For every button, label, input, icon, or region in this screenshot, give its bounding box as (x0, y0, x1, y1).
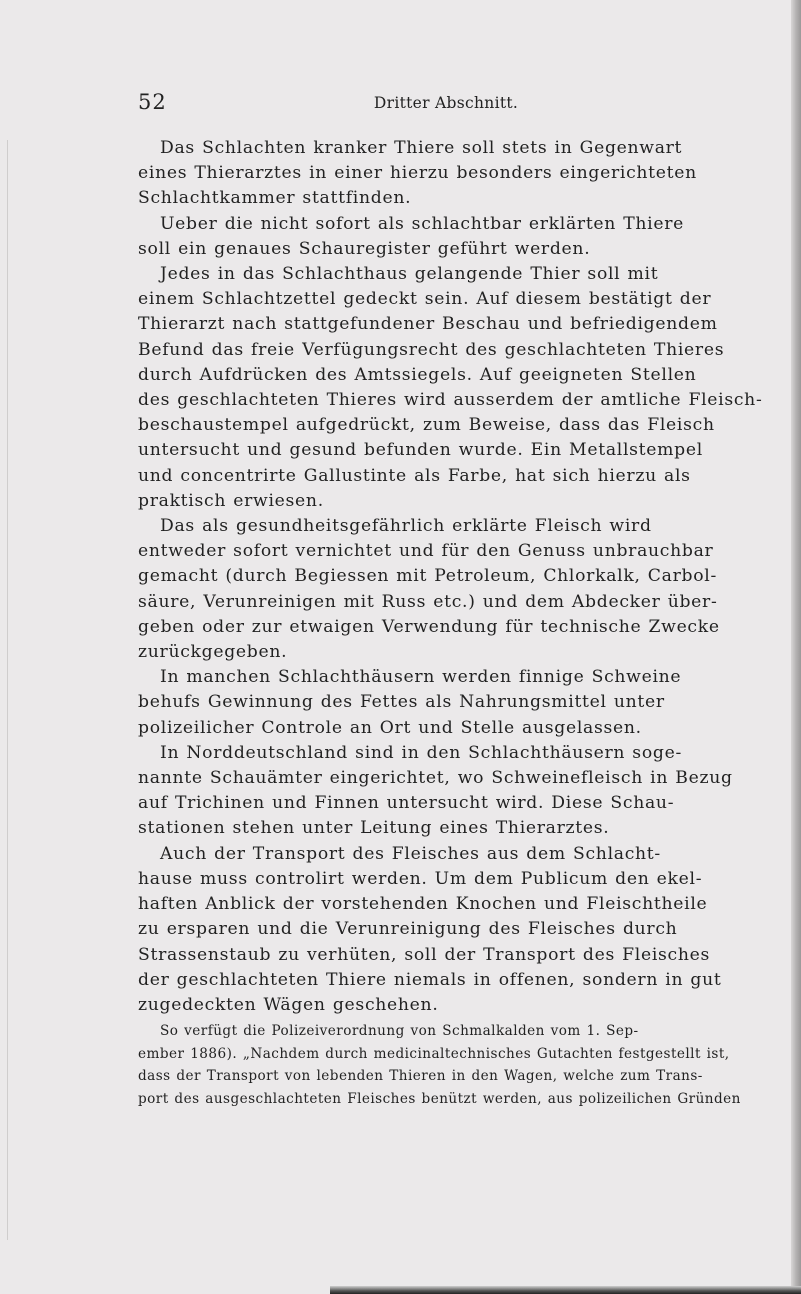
text-line: Thierarzt nach stattgefundener Beschau und befriedigendem (138, 314, 718, 335)
text-line: zurückgegeben. (138, 642, 288, 663)
text-line: untersucht und gesund befunden wurde. Ein Metallstempel (138, 440, 703, 461)
text-line: Strassenstaub zu verhüten, soll der Transport des Fleisches (138, 944, 711, 965)
text-line: durch Aufdrücken des Amtssiegels. Auf geeigneten Stellen (138, 364, 697, 385)
paragraph (138, 212, 754, 262)
text-line: haften Anblick der vorstehenden Knochen und Fleischtheile (138, 894, 708, 915)
text-line: In manchen Schlachthäusern werden finnige Schweine (160, 667, 682, 688)
text-line: eines Thierarztes in einer hierzu besonders eingerichteten (138, 163, 697, 184)
page-edge-shadow (791, 0, 801, 1294)
text-line: Das als gesundheitsgefährlich erklärte Fleisch wird (160, 516, 652, 537)
text-line: Jedes in das Schlachthaus gelangende Thier soll mit (160, 264, 659, 285)
running-head: Dritter Abschnitt. (373, 94, 519, 112)
text-line: beschaustempel aufgedrückt, zum Beweise, dass das Fleisch (138, 415, 715, 436)
page-margin-line (7, 140, 8, 1240)
text-line: Das Schlachten kranker Thiere soll stets in Gegenwart (160, 138, 683, 158)
text-line: auf Trichinen und Finnen untersucht wird. Diese Schau- (138, 793, 675, 814)
text-line: stationen stehen unter Leitung eines Thierarztes. (138, 818, 610, 839)
text-line: säure, Verunreinigen mit Russ etc.) und dem Abdecker über- (138, 591, 718, 612)
paragraph (138, 665, 754, 741)
text-line: und concentrirte Gallustinte als Farbe, hat sich hierzu als (138, 465, 691, 486)
text-line: des geschlachteten Thieres wird ausserdem der amtliche Fleisch- (138, 390, 763, 411)
text-line: In Norddeutschland sind in den Schlachthäusern soge- (160, 742, 682, 763)
text-line: der geschlachteten Thiere niemals in offenen, sondern in gut (138, 969, 722, 990)
footnote-paragraph (138, 1020, 754, 1110)
body-text (138, 136, 763, 1110)
text-line: hause muss controlirt werden. Um dem Publicum den ekel- (138, 868, 703, 889)
paragraph (138, 842, 754, 1018)
text-line: Auch der Transport des Fleisches aus dem Schlacht- (160, 843, 661, 864)
text-line: Schlachtkammer stattfinden. (138, 188, 412, 209)
paragraph (138, 741, 754, 842)
paragraph (138, 514, 754, 665)
text-line: nannte Schauämter eingerichtet, wo Schweinefleisch in Bezug (138, 768, 733, 789)
text-line: Befund das freie Verfügungsrecht des geschlachteten Thieres (138, 339, 725, 360)
note-line: So verfügt die Polizeiverordnung von Schmalkalden vom 1. Sep- (160, 1023, 639, 1040)
paragraph (138, 136, 754, 212)
text-line: Ueber die nicht sofort als schlachtbar erklärten Thiere (160, 213, 685, 234)
note-line: ember 1886). „Nachdem durch medicinaltechnisches Gutachten festgestellt ist, (138, 1045, 730, 1062)
text-line: einem Schlachtzettel gedeckt sein. Auf diesem bestätigt der (138, 289, 712, 310)
text-line: zu ersparen und die Verunreinigung des Fleisches durch (138, 919, 678, 940)
page-bottom-shadow (330, 1286, 801, 1294)
text-line: praktisch erwiesen. (138, 490, 324, 511)
note-line: port des ausgeschlachteten Fleisches benützt werden, aus polizeilichen Gründen (138, 1090, 741, 1107)
text-line: gemacht (durch Begiessen mit Petroleum, Chlorkalk, Carbol- (138, 566, 717, 587)
paragraph (138, 262, 763, 514)
text-line: geben oder zur etwaigen Verwendung für technische Zwecke (138, 616, 720, 637)
text-line: entweder sofort vernichtet und für den Genuss unbrauchbar (138, 541, 714, 562)
page-number: 52 (138, 90, 167, 114)
text-line: behufs Gewinnung des Fettes als Nahrungsmittel unter (138, 692, 665, 713)
text-line: soll ein genaues Schauregister geführt werden. (138, 238, 591, 259)
note-line: dass der Transport von lebenden Thieren in den Wagen, welche zum Trans- (138, 1068, 703, 1085)
page-header (138, 90, 754, 120)
text-line: polizeilicher Controle an Ort und Stelle ausgelassen. (138, 717, 642, 738)
text-line: zugedeckten Wägen geschehen. (138, 994, 439, 1015)
